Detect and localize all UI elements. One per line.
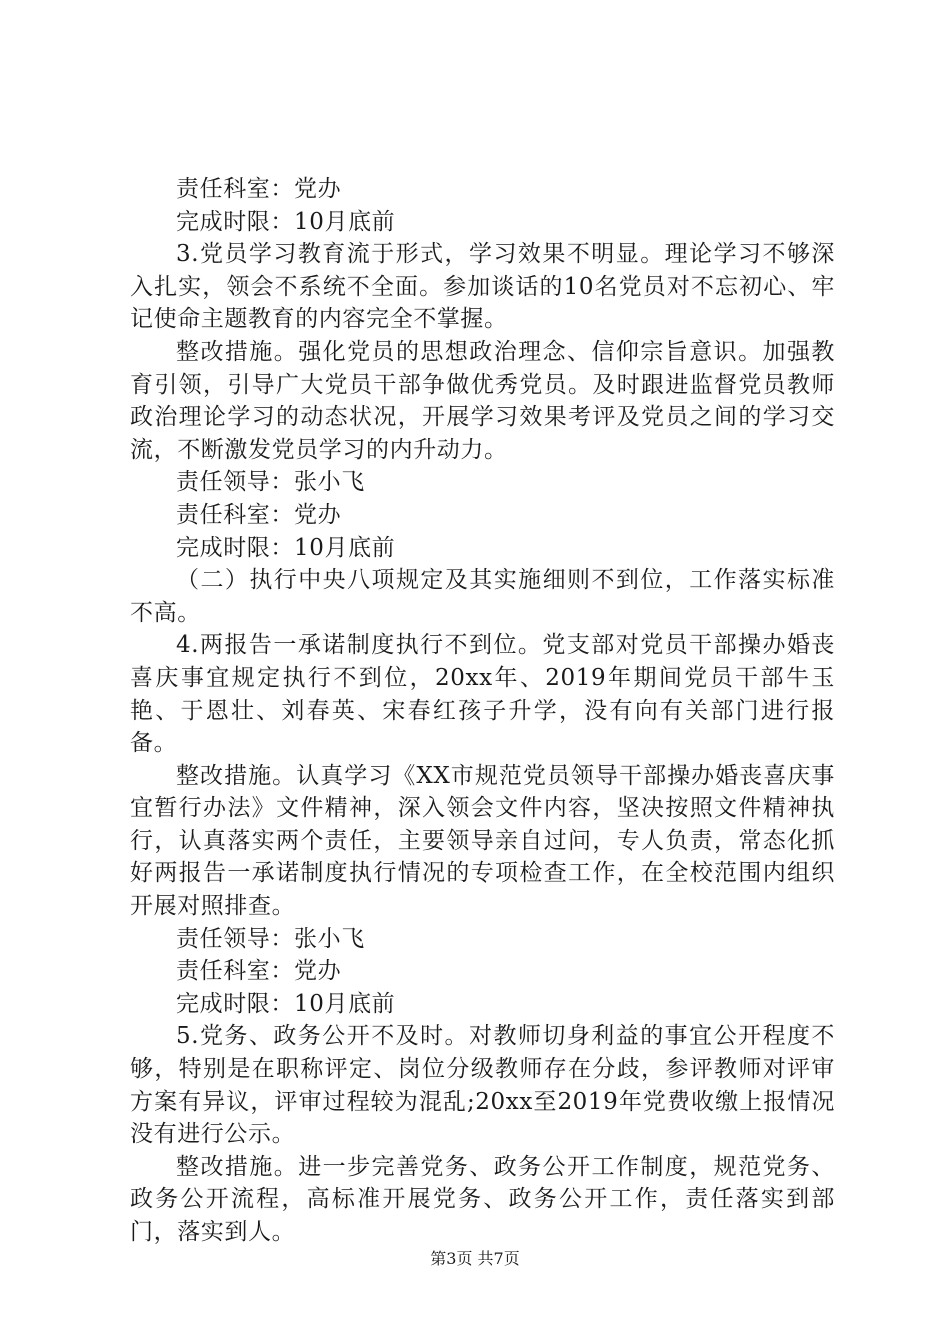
paragraph-issue-3: 3.党员学习教育流于形式，学习效果不明显。理论学习不够深入扎实，领会不系统不全面。参加谈话的10名党员对不忘初心、牢记使命主题教育的内容完全不掌握。 — [130, 241, 835, 333]
paragraph-measures-3: 整改措施。强化党员的思想政治理念、信仰宗旨意识。加强教育引领，引导广大党员干部争做优秀党员。及时跟进监督党员教师政治理论学习的动态状况，开展学习效果考评及党员之间的学习交流，不断激发党员学习的内升动力。 — [130, 338, 835, 463]
paragraph-issue-5: 5.党务、政务公开不及时。对教师切身利益的事宜公开程度不够，特别是在职称评定、岗位分级教师存在分歧，参评教师对评审方案有异议，评审过程较为混乱;20xx至2019年党费收缴上报情况没有进行公示。 — [130, 1023, 835, 1148]
paragraph-responsible-office-4: 责任科室：党办 — [176, 958, 342, 985]
paragraph-measures-4: 整改措施。认真学习《XX市规范党员领导干部操办婚丧喜庆事宜暂行办法》文件精神，深入领会文件内容，坚决按照文件精神执行，认真落实两个责任，主要领导亲自过问，专人负责，常态化抓好两报告一承诺制度执行情况的专项检查工作，在全校范围内组织开展对照排查。 — [130, 762, 835, 920]
paragraph-deadline-3: 完成时限：10月底前 — [176, 534, 396, 561]
paragraph-responsible-office-3: 责任科室：党办 — [176, 501, 342, 528]
paragraph-issue-4: 4.两报告一承诺制度执行不到位。党支部对党员干部操办婚丧喜庆事宜规定执行不到位，20xx年、2019年期间党员干部牛玉艳、于恩壮、刘春英、宋春红孩子升学，没有向有关部门进行报备。 — [130, 632, 835, 757]
paragraph-deadline-4: 完成时限：10月底前 — [176, 990, 396, 1017]
document-body — [130, 173, 835, 1249]
page-footer: 第3页 共7页 — [430, 1249, 520, 1268]
paragraph-responsible-leader-4: 责任领导：张小飞 — [176, 925, 365, 952]
paragraph-measures-5: 整改措施。进一步完善党务、政务公开工作制度，规范党务、政务公开流程，高标准开展党务、政务公开工作，责任落实到部门，落实到人。 — [130, 1153, 835, 1245]
section-heading-2: （二）执行中央八项规定及其实施细则不到位，工作落实标准不高。 — [130, 567, 835, 626]
paragraph-responsible-office-1: 责任科室：党办 — [176, 176, 342, 202]
paragraph-deadline-1: 完成时限：10月底前 — [176, 208, 396, 235]
paragraph-responsible-leader-3: 责任领导：张小飞 — [176, 469, 365, 496]
